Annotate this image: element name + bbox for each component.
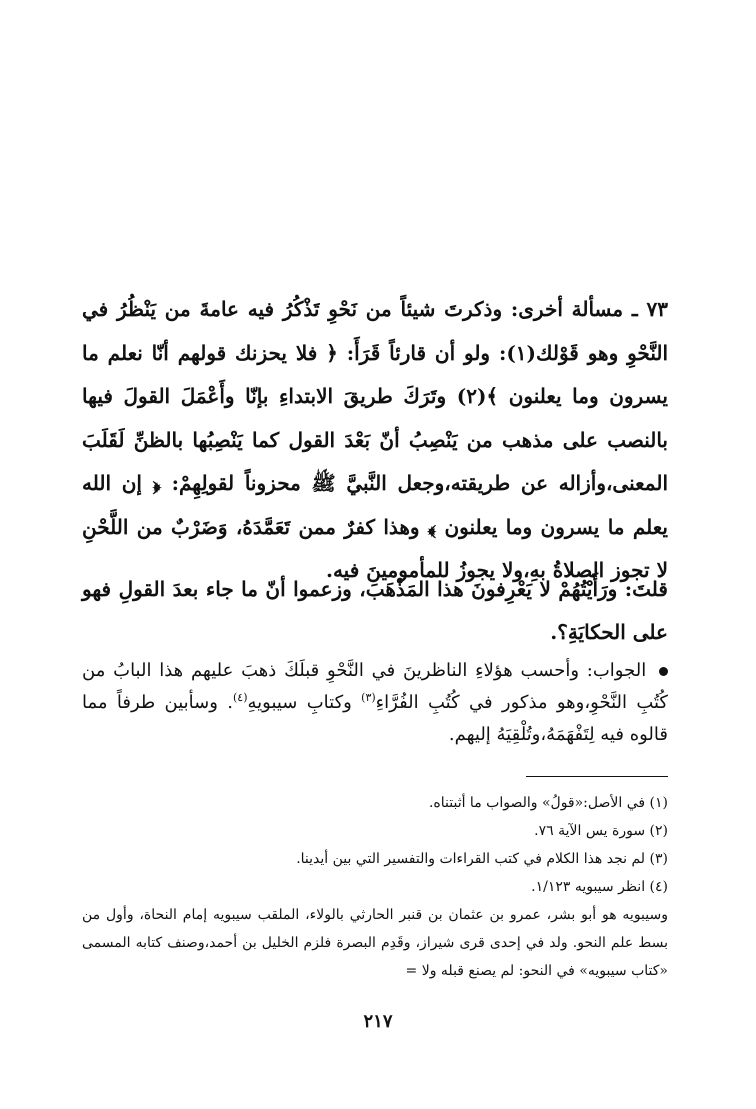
bullet-icon bbox=[659, 667, 668, 676]
answer-text-1: الجواب: وأحسب هؤلاءِ الناظرينَ في النَّحْوِ قبلَكَ ذهبَ عليهم هذا البابُ من كُتُبِ النَّحْوِ،وهو مذكور في كُتُبِ الفُرَّاءِ bbox=[82, 660, 668, 713]
footnote-ref-3[interactable]: (٣) bbox=[361, 691, 376, 704]
footnote-ref-4[interactable]: (٤) bbox=[232, 691, 248, 704]
answer-text-2: وكتابِ سيبويهِ bbox=[247, 692, 362, 713]
footnote-3: (٣) لم نجد هذا الكلام في كتب القراءات والتفسير التي بين أيدينا. bbox=[296, 851, 668, 867]
footnote-continuation: وسيبويه هو أبو بشر، عمرو بن عثمان بن قنبر الحارثي بالولاء، الملقب سيبويه إمام النحاة، وأول من بسط علم النحو. ولد في إحدى قرى شيراز، وقَدِم البصرة فلزم الخليل بن أحمد،وصنف كتابه المسمى «كتاب سيبويه» في النحو: لم يصنع قبله ولا = bbox=[82, 907, 668, 979]
question-text: قلتَ: ورَأَيْتُهُمْ لا يَعْرِفونَ هذا المَذْهَبَ، وزعموا أنّ ما جاء بعدَ القولِ فهو على الحكايَةِ؟. bbox=[82, 577, 668, 644]
page-number: ٢١٧ bbox=[363, 1011, 393, 1032]
footnote-2: (٢) سورة يس الآية ٧٦. bbox=[534, 823, 668, 839]
answer-paragraph bbox=[82, 655, 668, 751]
question-paragraph: ٧٣ ـ مسألة أخرى: وذكرتَ شيئاً من نَحْوِ تَذْكُرُ فيه عامةَ من يَنْظُرُ في النَّحْوِ وهو قَوْلك(١): ولو أن قارئاً قَرَأَ: ﴿ فلا يحزنك قولهم أنّا نعلم ما يسرون وما يعلنون ﴾(٢) وتَرَكَ طريقَ الابتداءِ بإنّا وأَعْمَلَ القولَ فيها بالنصب على مذهب من يَنْصِبُ أنّ بَعْدَ القول كما يَنْصِبُها بالظنِّ لَقَلَبَ المعنى،وأزاله عن طريقته،وجعل النَّبيَّ ﷺ محزوناً لقولِهِمْ: ﴿ إن الله يعلم ما يسرون وما يعلنون ﴾ وهذا كفرٌ ممن تَعَمَّدَهُ، وَضَرْبٌ من اللَّحْنِ لا تجوز الصلاةُ بهِ،ولا يجوزُ للمأمومينَ فيه. bbox=[82, 297, 669, 582]
footnotes bbox=[82, 789, 668, 985]
footnote-4: (٤) انظر سيبويه ١/١٢٣. bbox=[531, 879, 668, 895]
footnote-separator bbox=[526, 776, 668, 777]
answer-text-3: . وسأبين طرفاً مما قالوه فيه لِتَفْهَمَهُ،وتُلْقِيَهُ إليهم. bbox=[82, 692, 668, 745]
footnote-1: (١) في الأصل:«قولُ» والصواب ما أثبتناه. bbox=[428, 795, 668, 811]
